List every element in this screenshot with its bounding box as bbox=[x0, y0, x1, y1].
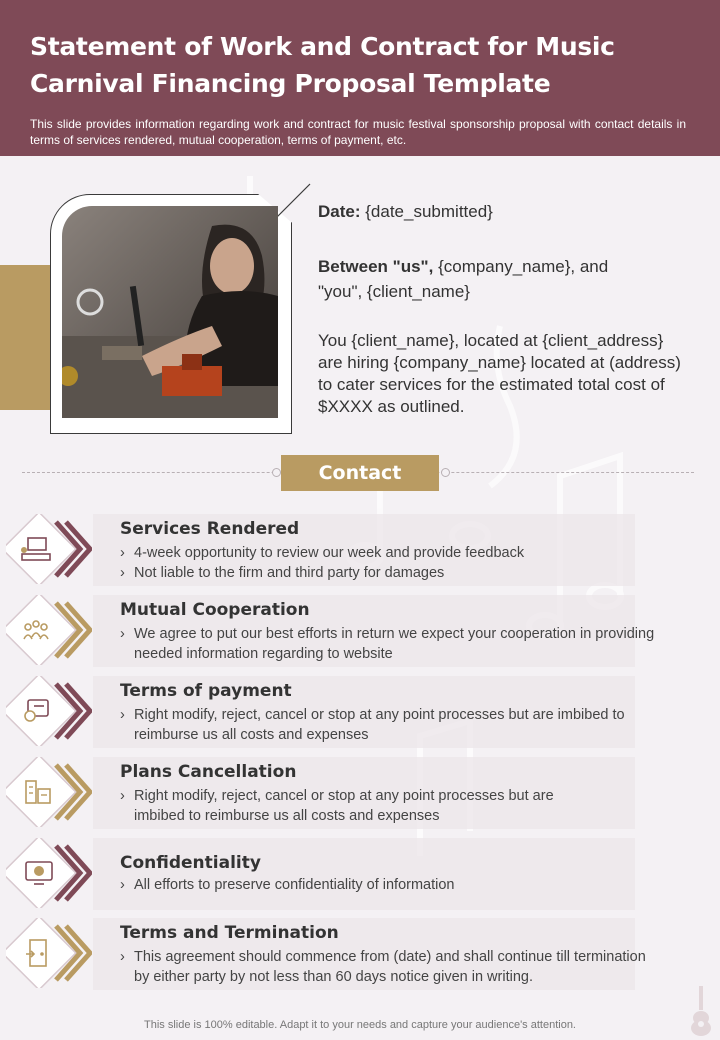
exit-door-icon bbox=[6, 918, 92, 988]
date-label: Date: bbox=[318, 202, 361, 221]
section-title: Services Rendered bbox=[120, 519, 300, 539]
page-title: Statement of Work and Contract for Music Carnival Financing Proposal Template bbox=[30, 32, 615, 98]
section-title: Terms and Termination bbox=[120, 923, 339, 943]
section-bullets bbox=[120, 948, 660, 987]
team-cooperation-icon bbox=[6, 595, 92, 665]
between-client: "you", {client_name} bbox=[318, 282, 470, 301]
section-bullets bbox=[120, 706, 660, 745]
craftsman-photo bbox=[62, 206, 278, 418]
bullet-item: › We agree to put our best efforts in return we expect your cooperation in providing needed information regarding to website bbox=[120, 625, 660, 664]
header-banner bbox=[0, 0, 720, 156]
section-bullets bbox=[120, 625, 660, 664]
payment-icon bbox=[6, 676, 92, 746]
section-title: Plans Cancellation bbox=[120, 762, 297, 782]
section-title: Mutual Cooperation bbox=[120, 600, 310, 620]
section-plans-cancellation bbox=[0, 757, 720, 833]
section-card bbox=[93, 838, 635, 910]
bullet-item: › This agreement should commence from (date) and shall continue till termination by either party by not less than 60 days notice given in writing. bbox=[120, 948, 660, 987]
intro-paragraph: You {client_name}, located at {client_address} are hiring {company_name} located at (address) to cater services for the estimated total cost of $XXXX as outlined. bbox=[318, 331, 681, 416]
section-terms-and-termination bbox=[0, 918, 720, 994]
presentation-icon bbox=[6, 514, 92, 584]
plans-buildings-icon bbox=[6, 757, 92, 827]
between-label: Between "us", bbox=[318, 257, 434, 276]
section-confidentiality bbox=[0, 838, 720, 914]
section-bullets bbox=[120, 876, 660, 896]
bullet-item: › Not liable to the firm and third party for damages bbox=[120, 564, 660, 584]
divider-dot bbox=[272, 468, 281, 477]
section-mutual-cooperation bbox=[0, 595, 720, 671]
between-line bbox=[318, 254, 690, 304]
bullet-item: › Right modify, reject, cancel or stop at any point processes but are imbibed to reimburse us all costs and expenses bbox=[120, 706, 660, 745]
section-bullets bbox=[120, 544, 660, 583]
divider-dot bbox=[441, 468, 450, 477]
contact-heading: Contact bbox=[281, 455, 439, 491]
bullet-item: › All efforts to preserve confidentiality of information bbox=[120, 876, 660, 896]
between-parties: {company_name}, and bbox=[438, 257, 609, 276]
guitar-icon bbox=[686, 984, 716, 1036]
page-subtitle: This slide provides information regarding work and contract for music festival sponsorship proposal with contact details in terms of services rendered, mutual cooperation, terms of payment, etc. bbox=[30, 117, 686, 147]
section-title: Terms of payment bbox=[120, 681, 292, 701]
secure-computer-icon bbox=[6, 838, 92, 908]
section-bullets bbox=[120, 787, 660, 826]
bullet-item: › Right modify, reject, cancel or stop at any point processes but are imbibed to reimburse us all costs and expenses bbox=[120, 787, 580, 826]
date-line bbox=[318, 200, 493, 224]
date-value: {date_submitted} bbox=[365, 202, 493, 221]
section-title: Confidentiality bbox=[120, 853, 261, 873]
footer-note: This slide is 100% editable. Adapt it to your needs and capture your audience's attention. bbox=[144, 1019, 576, 1031]
section-terms-of-payment bbox=[0, 676, 720, 752]
section-services-rendered bbox=[0, 514, 720, 590]
bullet-item: › 4-week opportunity to review our week and provide feedback bbox=[120, 544, 660, 564]
